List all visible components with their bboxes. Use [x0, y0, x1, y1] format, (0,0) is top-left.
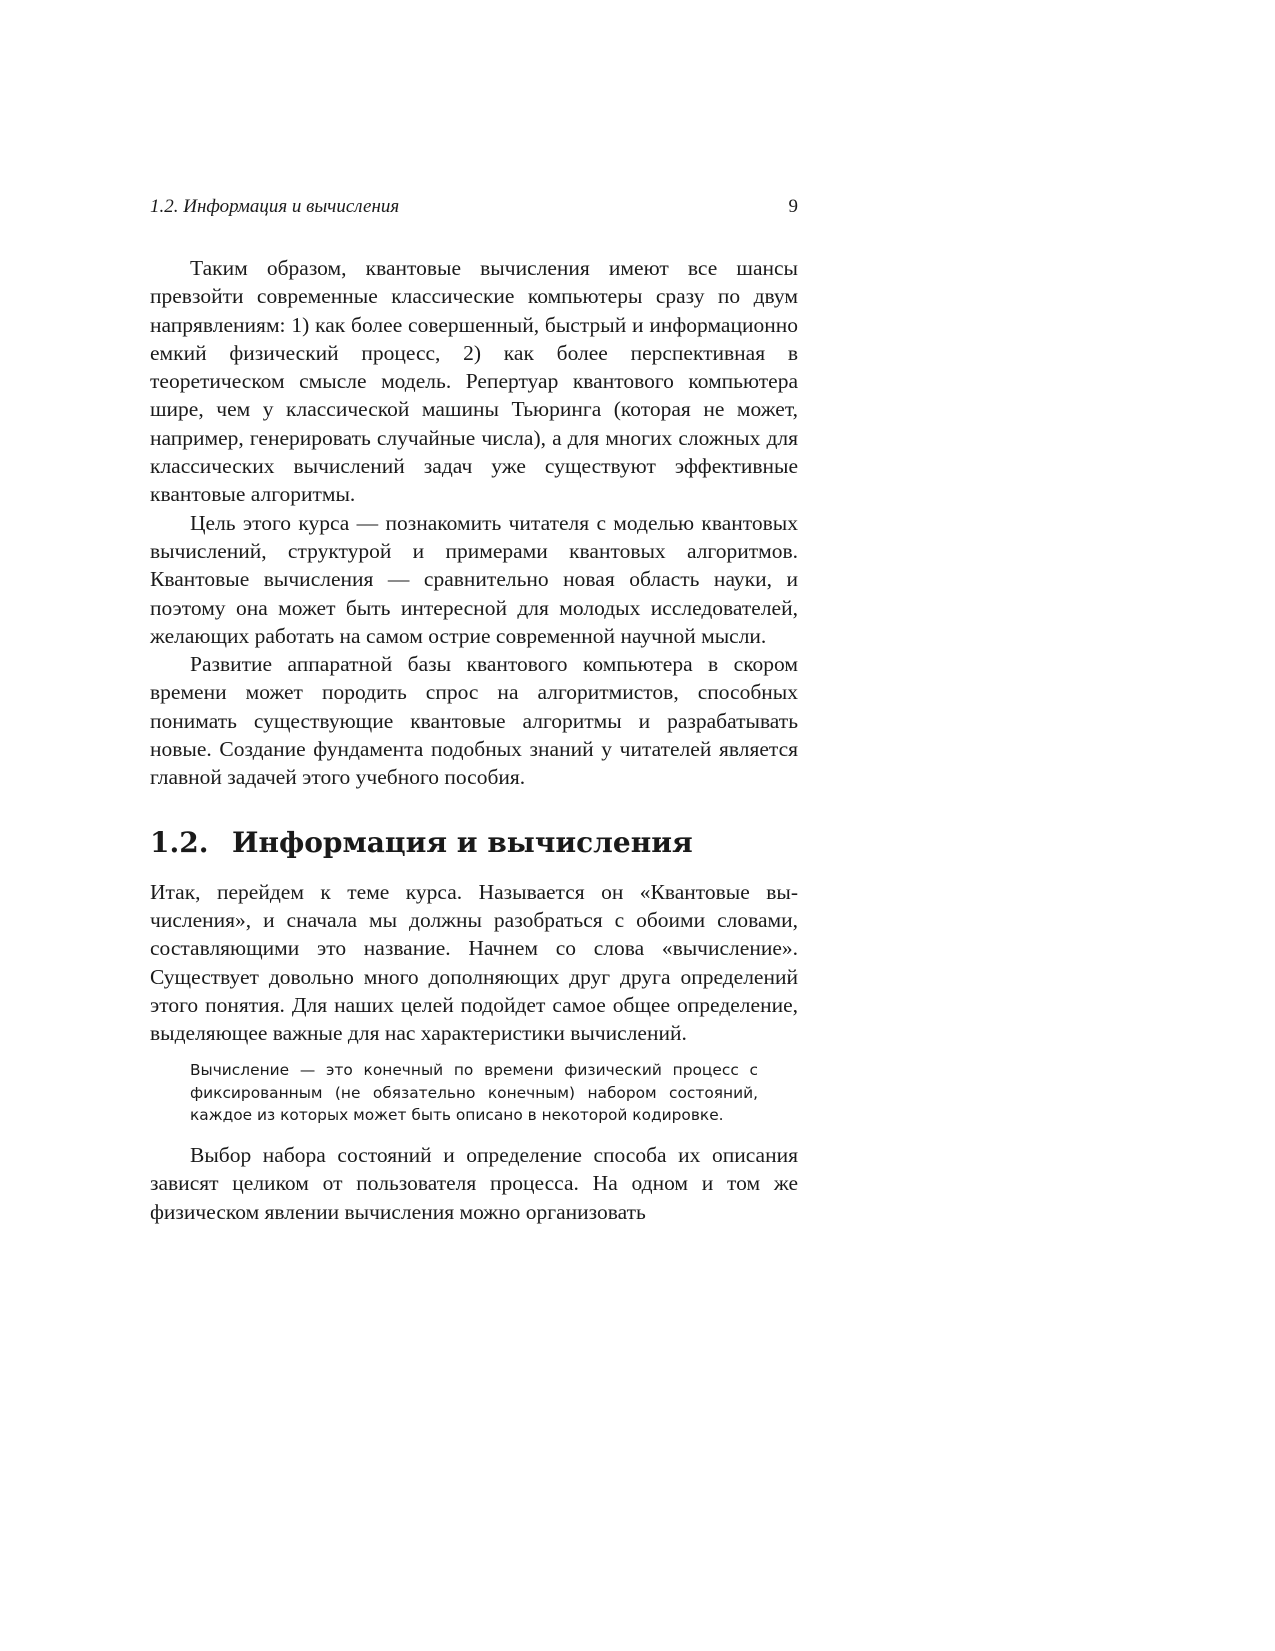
intro-paragraph-3: Развитие аппаратной базы квантового компьютера в скором времени может породить спрос на алгоритмистов, способных понимать существующие квантовые алгоритмы и разрабатывать новые. Создание фундамента подобных знаний у читателей является главной задачей этого учебного пособия.: [150, 652, 798, 790]
definition-block: Вычисление — это конечный по времени физический процесс с фиксированным (не обязательно конечным) набором состояний, каждое из которых может быть описано в некоторой кодировке.: [190, 1061, 758, 1125]
running-header: [150, 196, 798, 224]
running-title: 1.2. Информация и вычисления: [150, 196, 400, 217]
section-heading: [150, 826, 798, 862]
book-page: [150, 196, 798, 1226]
page-number: 9: [788, 196, 798, 217]
intro-paragraph-2: Цель этого курса — познакомить читателя с моделью квантовых вычислений, структурой и примерами квантовых алгоритмов. Квантовые вычисления — сравнительно новая область науки, и поэтому она может быть интересной для молодых исследователей, желающих работать на самом острие современной научной мысли.: [150, 510, 798, 648]
section-title: Информация и вычисления: [232, 825, 693, 859]
section-intro-paragraph: Итак, перейдем к теме курса. Называется он «Квантовые вычисления», и сначала мы должны разобраться с обоими словами, составляющими это название. Начнем со слова «вычисление». Существует довольно много дополняющих друг друга определений этого понятия. Для наших целей подойдет самое общее определение, выделяющее важные для нас характеристики вычислений.: [150, 879, 798, 1046]
intro-paragraph-1: Таким образом, квантовые вычисления имеют все шансы превзойти современные классические компьютеры сразу по двум напрявлениям: 1) как более совершенный, быстрый и информационно емкий физический процесс, 2) как более перспективная в теоретическом смысле модель. Репертуар квантового компьютера шире, чем у классической машины Тьюринга (которая не может, например, генерировать случайные числа), а для многих сложных для классических вычислений задач уже существуют эффективные квантовые алгоритмы.: [150, 256, 798, 507]
closing-paragraph: Выбор набора состояний и определение способа их описания зависят целиком от пользователя процесса. На одном и том же физическом явлении вычисления можно организовать: [150, 1142, 798, 1224]
section-number: 1.2.: [150, 825, 209, 859]
